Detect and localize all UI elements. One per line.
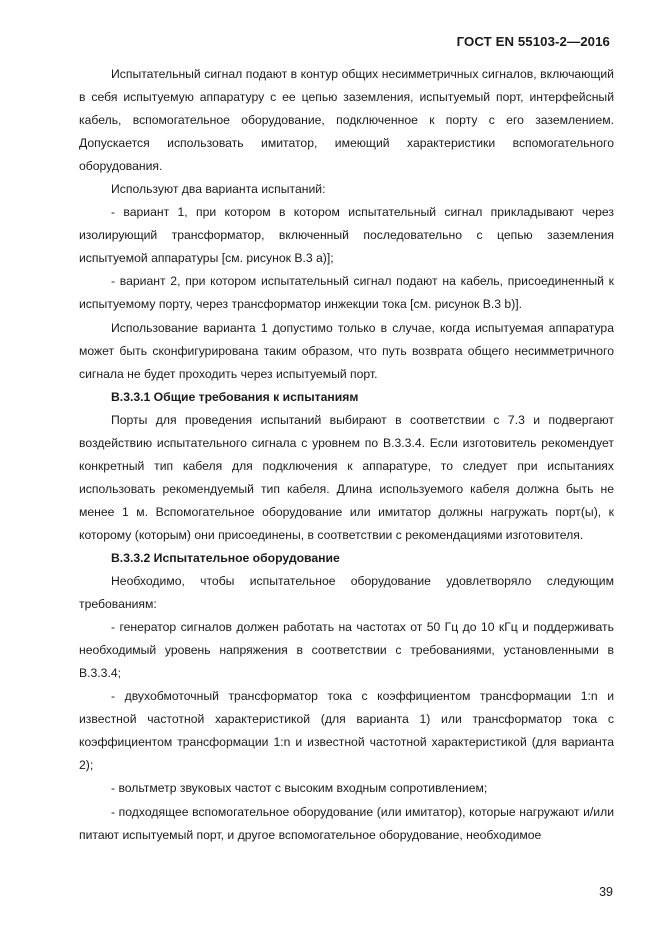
paragraph: Использование варианта 1 допустимо только в случае, когда испытуемая аппаратура может быть сконфигурирована таким образом, что путь возврата общего несимметричного сигнала не будет проходить через испытуемый порт. — [79, 320, 614, 381]
list-item: - подходящее вспомогательное оборудование (или имитатор), которые нагружают и/или питают испытуемый порт, и другое вспомогательное оборудование, необходимое — [79, 804, 614, 842]
section-heading: В.3.3.2 Испытательное оборудование — [111, 550, 340, 565]
section-heading: В.3.3.1 Общие требования к испытаниям — [111, 389, 359, 404]
list-item: - двухобмоточный трансформатор тока с коэффициентом трансформации 1:n и известной частотной характеристикой (для варианта 1) или трансформатор тока с коэффициентом трансформации 1:n и известной частотной характеристикой (для варианта 2); — [79, 689, 614, 773]
list-item: - вариант 2, при котором испытательный сигнал подают на кабель, присоединенный к испытуемому порту, через трансформатор инжекции тока [см. рисунок В.3 b)]. — [79, 274, 614, 312]
paragraph: Необходимо, чтобы испытательное оборудование удовлетворяло следующим требованиям: — [79, 574, 614, 612]
paragraph: Используют два варианта испытаний: — [111, 182, 326, 197]
list-item: - генератор сигналов должен работать на частотах от 50 Гц до 10 кГц и поддерживать необходимый уровень напряжения в соответствии с требованиями, установленными в В.3.3.4; — [79, 620, 614, 681]
document-id-header: ГОСТ EN 55103-2—2016 — [456, 34, 610, 49]
list-item: - вариант 1, при котором в котором испытательный сигнал прикладывают через изолирующий трансформатор, включенный последовательно с цепью заземления испытуемой аппаратуры [см. рисунок В.3 а)]; — [79, 205, 614, 266]
list-item: - вольтметр звуковых частот с высоким входным сопротивлением; — [111, 781, 488, 796]
page-number: 39 — [599, 885, 613, 899]
document-body — [79, 63, 614, 847]
paragraph: Испытательный сигнал подают в контур общих несимметричных сигналов, включающий в себя испытуемую аппаратуру с ее цепью заземления, испытуемый порт, интерфейсный кабель, вспомогательное оборудование, подключенное к порту с его заземлением. Допускается использовать имитатор, имеющий характеристики вспомогательного оборудования. — [79, 67, 614, 174]
paragraph: Порты для проведения испытаний выбирают в соответствии с 7.3 и подвергают воздействию испытательного сигнала с уровнем по В.3.3.4. Если изготовитель рекомендует конкретный тип кабеля для подключения к аппаратуре, то следует при испытаниях использовать рекомендуемый тип кабеля. Длина используемого кабеля должна быть не менее 1 м. Вспомогательное оборудование или имитатор должны нагружать порт(ы), к которому (которым) они присоединены, в соответствии с рекомендациями изготовителя. — [79, 412, 614, 542]
